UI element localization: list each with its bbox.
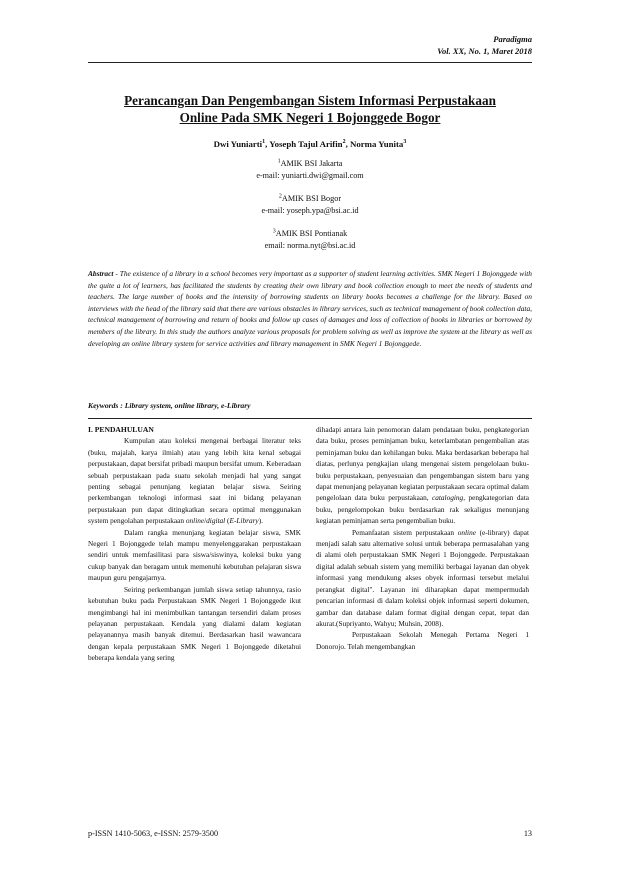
affiliation-sup: 3	[272, 228, 276, 235]
body-paragraph: Kumpulan atau koleksi mengenai berbagai literatur teks (buku, majalah, karya ilmiah) atau yang lebih kita kenal sebagai perpustakaan, dapat bersifat pribadi maupun bersifat umum. Keberadaan sebuah perpustakaan pada suatu sekolah menjadi hal yang sangat penting sebagai penunjang kegiatan belajar siswa. Seiring perkembangan teknologi informasi saat ini bidang pelayanan perpustakaan pun dapat ditingkatkan secara optimal menggunakan system pengolahan perpustakaan online/digital (E-Library).	[88, 436, 301, 526]
journal-name: Paradigma	[493, 34, 532, 44]
affiliation-institution: AMIK BSI Pontianak	[275, 229, 348, 238]
author-sup: 2	[342, 139, 346, 146]
affiliation	[80, 158, 540, 182]
affiliation	[80, 228, 540, 252]
author-sup: 3	[403, 139, 407, 146]
abstract-text: - The existence of a library in a school becomes very important as a supporter of student learning activities. SMK Negeri 1 Bojonggede with the quite a lot of learners, has facilitated the students by creating their own library and book collection enough to meet the needs of students and teachers. The large number of books and the intensity of borrowing students on library books becomes a challenge for the library. Based on interviews with the head of the library said that there are various obstacles in library services, such as technical management of book collection data, technical management of borrowing and return of books and follow up cases of damages and loss of collection of books in libraries or borrowed by members of the library. In this study the authors analyze various proposals for problem solving as well as improve the system at the library as well as developing an online library system for service activities and library management in SMK Negeri 1 Bojonggede.	[88, 269, 532, 348]
affiliation-institution: AMIK BSI Jakarta	[280, 159, 343, 168]
body-paragraph: Perpustakaan Sekolah Menegah Pertama Negeri 1 Donorojo. Telah mengembangkan	[316, 630, 529, 651]
page-number: 13	[523, 829, 532, 838]
footer-issn: p-ISSN 1410-5063, e-ISSN: 2579-3500	[88, 829, 219, 838]
author-name: Norma Yunita	[349, 139, 404, 149]
author-sup: 1	[262, 139, 266, 146]
affiliation-sup: 2	[278, 193, 282, 200]
body-paragraph: Dalam rangka menunjang kegiatan belajar siswa, SMK Negeri 1 Bojonggede telah mampu menyelenggarakan perpustakaan sendiri untuk memfasilitasi para siswa/siswinya, koleksi buku yang cukup banyak dan beragam untuk memenuhi kebutuhan pelajaran siswa maupun guru pengajarnya.	[88, 527, 301, 583]
body-paragraph: Pemanfaatan sistem perpustakaan online (e-library) dapat menjadi salah satu alternative solusi untuk beberapa permasalahan yang di alami oleh perpustakaan SMK Negeri 1 Bojonggede. Perpustakaan digital adalah sebuah sistem yang memiliki berbagai layanan dan obyek informasi yang mendukung akses obyek informasi tersebut melalui perangkat digital". Layanan ini diharapkan dapat mempermudah pencarian informasi di dalam koleksi objek informasi seperti dokumen, gambar dan database dalam format digital dengan cepat, tepat dan akurat.(Supriyanto, Wahyu; Muhsin, 2008).	[316, 527, 530, 628]
abstract	[88, 268, 532, 349]
affiliation-sup: 1	[277, 158, 281, 165]
body-paragraph: Seiring perkembangan jumlah siswa setiap tahunnya, rasio kebutuhan buku pada Perpustakaan SMK Negeri 1 Bojonggede ikut mengimbangi hal ini menimbulkan tantangan tersendiri dalam proses pelayanan perpustakaan. Kendala yang dialami dalam kegiatan pelayanannya masih banyak ditemui. Berdasarkan hasil wawancara dengan kepala perpustakaan SMK Negeri 1 Bojonggede diketahui beberapa kendala yang sering	[88, 584, 301, 663]
affiliation-institution: AMIK BSI Bogor	[281, 194, 342, 203]
section-heading: I. PENDAHULUAN	[88, 425, 154, 434]
running-head	[437, 34, 532, 57]
left-paragraphs	[88, 435, 301, 663]
author-name: Dwi Yuniarti	[213, 139, 263, 149]
affiliation-email[interactable]: email: norma.nyt@bsi.ac.id	[264, 241, 356, 250]
right-paragraphs	[316, 424, 529, 652]
affiliation-email[interactable]: e-mail: yoseph.ypa@bsi.ac.id	[261, 206, 359, 215]
affiliation	[80, 193, 540, 217]
journal-volume: Vol. XX, No. 1, Maret 2018	[437, 45, 532, 56]
body-paragraph: dihadapi antara lain penomoran dalam pendataan buku, pengkategorian data buku, proses peminjaman buku, keterlambatan pengembalian atas peminjaman buku dan kehilangan buku. Maka berdasarkan beberapa hal diatas, perlunya pengkajian ulang mengenai sistem pengelolaan buku-buku perpustakaan, penyesuaian dan pengembangan sistem baru yang dapat menunjang pelayanan kegiatan perpustakaan secara optimal dalam pengelolaan data buku perpustakaan, cataloging, pengkategorian data buku, pengelompokan buku berdasarkan rak sekaligus menunjang kegiatan peminjaman serta pengembalian buku.	[316, 425, 529, 526]
abstract-label: Abstract	[88, 269, 114, 278]
title-line-2: Online Pada SMK Negeri 1 Bojonggede Bogor	[179, 110, 441, 125]
keywords: Keywords : Library system, online library, e-Library	[88, 401, 251, 410]
author-list: Dwi Yuniarti$^1$, Yoseph Tajul Arifin$^2$, Norma Yunita$^3$	[213, 139, 407, 149]
header-divider	[88, 62, 532, 63]
right-column	[316, 424, 529, 652]
author-name: Yoseph Tajul Arifin	[269, 139, 343, 149]
body-divider	[88, 418, 532, 419]
title-line-1: Perancangan Dan Pengembangan Sistem Informasi Perpustakaan	[124, 93, 496, 108]
affiliation-email[interactable]: e-mail: yuniarti.dwi@gmail.com	[256, 171, 364, 180]
affiliation-list	[80, 158, 540, 263]
paper-title	[80, 92, 540, 126]
left-column	[88, 424, 301, 664]
